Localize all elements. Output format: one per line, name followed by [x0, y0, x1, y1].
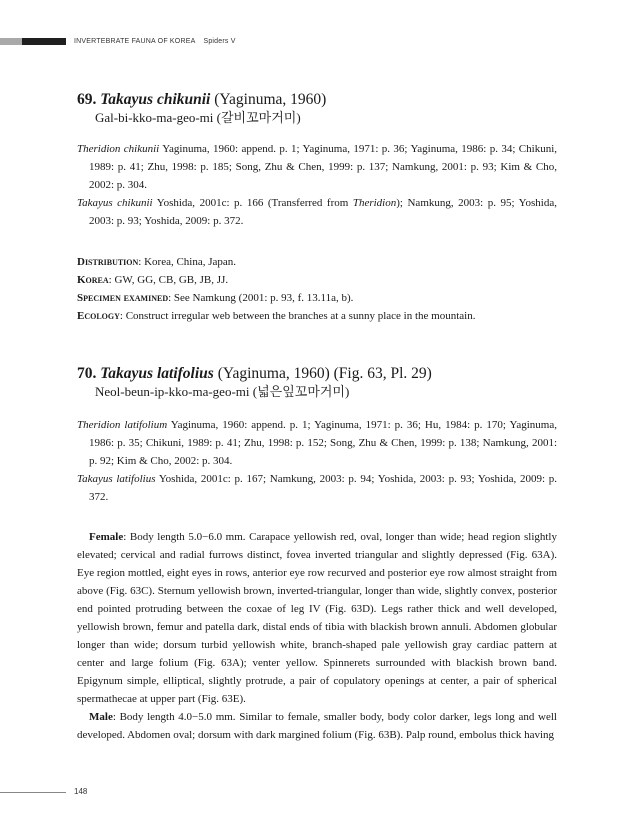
species-70-synonyms — [77, 416, 557, 506]
synonym-refs: Yaginuma, 1960: append. p. 1; Yaginuma, 1971: p. 36; Hu, 1984: p. 170; Yaginuma, 1986: p. 35; Chikuni, 1989: p. 41; Zhu, 1998: p. 152; Song, Zhu & Chen, 1999: p. 138; Namkung, 2001: p. 92; Kim & Cho, 2002: p. 304. — [89, 419, 557, 467]
synonym-refs: Yoshida, 2001c: p. 167; Namkung, 2003: p. 94; Yoshida, 2003: p. 93; Yoshida, 2009: p. 372. — [89, 473, 557, 503]
running-head — [0, 37, 637, 47]
species-authority: (Yaginuma, 1960) — [210, 91, 327, 108]
field-label: Korea — [77, 274, 109, 286]
species-name: Takayus chikunii — [100, 91, 211, 108]
footer-rule — [0, 792, 66, 793]
synonym-refs: ); Namkung, 2003: p. 95; Yoshida, 2003: p. 93; Yoshida, 2009: p. 372. — [89, 197, 557, 227]
field-value: : See Namkung (2001: p. 93, f. 13.11a, b). — [168, 292, 354, 304]
male-description — [77, 708, 557, 744]
field-value: : Korea, China, Japan. — [138, 256, 237, 268]
synonym-name: Theridion chikunii — [77, 143, 160, 155]
header-bar-light — [0, 38, 22, 45]
header-bar-dark — [22, 38, 66, 45]
field-value: : Construct irregular web between the branches at a sunny place in the mountain. — [119, 310, 476, 322]
distribution — [77, 253, 557, 271]
field-label: Ecology — [77, 310, 120, 322]
synonym-entry — [77, 416, 557, 470]
page-number: 148 — [74, 787, 88, 796]
female-description — [77, 528, 557, 708]
species-69-synonyms — [77, 140, 557, 230]
series-title: INVERTEBRATE FAUNA OF KOREA — [74, 38, 196, 45]
synonym-name: Takayus latifolius — [77, 473, 156, 485]
volume-title: Spiders V — [203, 38, 236, 45]
korean-name: Gal-bi-kko-ma-geo-mi (갈비꼬마거미) — [95, 110, 301, 125]
synonym-refs: Yaginuma, 1960: append. p. 1; Yaginuma, 1971: p. 36; Yaginuma, 1986: p. 34; Chikuni, 1989: p. 41; Zhu, 1998: p. 185; Song, Zhu & Chen, 1999: p. 137; Namkung, 2001: p. 93; Kim & Cho, 2002: p. 304. — [89, 143, 557, 191]
description-text: : Body length 5.0−6.0 mm. Carapace yellowish red, oval, longer than wide; head region slightly elevated; cervical and radial furrows distinct, fovea inverted triangular and slightly depressed (Fig. 63A). Eye region mottled, eight eyes in rows, anterior eye row recurved and posterior eye row almost straight from above (Fig. 63C). Sternum yellowish brown, inverted-triangular, longer than wide, slightly convex, posterior end pointed protruding between the coxae of leg IV (Fig. 63D). Legs rather thick and well developed, yellowish brown, femur and patella dark, distal ends of tibia with blackish brown annuli. Abdomen globular longer than wide; dorsum turbid yellowish white, branch-shaped pale yellowish gray cardiac pattern at center and large folium (Fig. 63A); venter yellow. Spinnerets surrounded with blackish brown band. Epigynum simple, elliptical, slightly protrude, a pair of copulatory openings at center, a pair of spherical spermathecae at upper part (Fig. 63E). — [77, 531, 557, 705]
species-70-heading — [77, 364, 557, 400]
synonym-entry — [77, 194, 557, 230]
species-69-title — [77, 90, 557, 109]
synonym-name: Takayus chikunii — [77, 197, 153, 209]
synonym-entry — [77, 140, 557, 194]
species-69-fields — [77, 253, 557, 325]
sex-label: Female — [89, 531, 124, 543]
running-head-text — [74, 37, 236, 46]
synonym-name: Theridion latifolium — [77, 419, 168, 431]
korea-localities — [77, 271, 557, 289]
synonym-entry — [77, 470, 557, 506]
species-70-title — [77, 364, 557, 383]
korean-name: Neol-beun-ip-kko-ma-geo-mi (넓은잎꼬마거미) — [95, 384, 350, 399]
specimen-examined — [77, 289, 557, 307]
transferred-genus: Theridion — [352, 197, 397, 209]
field-value: : GW, GG, CB, GB, JB, JJ. — [108, 274, 229, 286]
species-number: 69. — [77, 91, 97, 108]
species-number: 70. — [77, 365, 97, 382]
description-text: : Body length 4.0−5.0 mm. Similar to female, smaller body, body color darker, legs long and well developed. Abdomen oval; dorsum with dark margined folium (Fig. 63B). Palp round, embolus thick having — [77, 711, 557, 741]
field-label: Specimen examined — [77, 292, 169, 304]
field-label: Distribution — [77, 256, 139, 268]
species-69-heading — [77, 90, 557, 126]
ecology — [77, 307, 557, 325]
species-70-description — [77, 528, 557, 744]
species-authority: (Yaginuma, 1960) (Fig. 63, Pl. 29) — [213, 365, 432, 382]
species-name: Takayus latifolius — [100, 365, 214, 382]
synonym-refs: Yoshida, 2001c: p. 166 (Transferred from — [152, 197, 353, 209]
sex-label: Male — [89, 711, 113, 723]
